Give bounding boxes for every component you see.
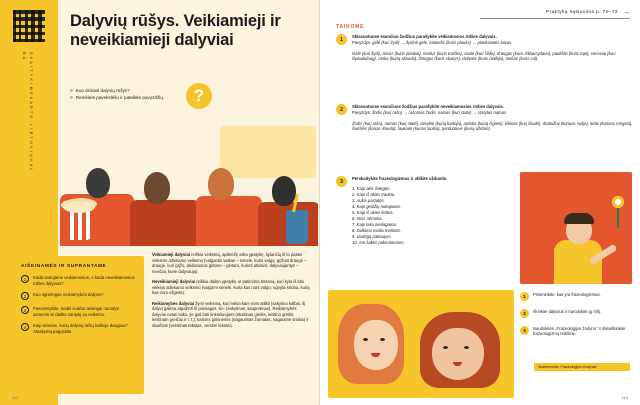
definition-lead: Neveikiamieji dalyviai [152, 279, 196, 284]
audience-head [208, 168, 234, 200]
item-number: 3 [520, 326, 529, 335]
item-number: 1 [21, 275, 29, 283]
lips [371, 353, 380, 357]
item-text: Pasvarstykite, kodėl svarbu teisingai nurodyti asmenis ar daikto santykį su veiksmu. [33, 306, 119, 317]
item-text: Kuo sgretingas neikiamybės dalyvis? [33, 292, 104, 298]
seat [130, 200, 200, 246]
bullet-dot: » [70, 88, 73, 94]
definition-body: reiškia daikto ypatybę ar patimimą būseną, kuri kyla iš kito veikėjo atliekamo veiksmo (valgomi senelė, kuria kas nors valgo; ugnyta sriuba, kurią kas nors užgesa). [152, 279, 310, 295]
eye [464, 346, 469, 349]
item-text: Kada vartojame veikiamosios, o kada neveikiamosios rūšies dalyvius? [33, 275, 135, 286]
workbook-reference [546, 9, 630, 16]
question-2: Remkitės pavekslėliu ir pateikite pavyzdžių. [75, 94, 165, 100]
eye [363, 338, 368, 341]
question-1: Kuo skiriasi dalyvių rūšys? [75, 88, 130, 93]
question-mark-badge: ? [186, 83, 212, 109]
list-item [21, 306, 135, 317]
item-number: 3 [21, 306, 29, 314]
list-item: 5. Kaip iš akies lentos. [352, 209, 394, 215]
list-item: 4. Kaip geidžių nukapotas. [352, 203, 402, 209]
understanding-panel-title: AIŠKINAMĖS IR SUPRANTAME [21, 264, 107, 269]
section-title: TAIKOME [336, 24, 365, 30]
folio-right: 113 [621, 395, 628, 400]
task-2 [336, 104, 636, 132]
flower-stem [617, 206, 619, 228]
list-item: 9. Uodegą pakaupęs. [352, 233, 392, 239]
page-title-block [70, 12, 310, 50]
list-item [21, 275, 135, 286]
definition-body: žymi veiksmą, kurį reikia kam nors atlikti (sakytina kalbai, šį dalyvį galima atpažinti iš priesagos -tin- (sakytinas, sauprotinas). Reikiamybės dalyviai netuti laiko, jie gali būti linksniuojami (skaitinas greitis, leistino greitis; leistinam greičiui ir t. t.); kaitomi giminėmis (nagautinas žurnalas, nagautine sriuba) ir skaičiais (verstinas tekstas, verstini tekstai). [152, 300, 309, 328]
audience-head [144, 172, 170, 204]
qr-caption: S K A I T Y K I M E K A R T U · L I E T U V I Ų K A L B A [22, 52, 33, 171]
item-number: 2 [21, 292, 29, 300]
task-3 [336, 176, 512, 246]
qr-code-icon[interactable] [13, 10, 45, 42]
popcorn-bucket [66, 210, 92, 240]
boy-with-flower-illustration [520, 172, 632, 284]
task-number: 3 [336, 176, 347, 187]
item-number: 1 [520, 292, 529, 301]
item-text: Naudokitės „Frazeologijos žodynu“ ir išsiaiškinkite frazeologizmų reikšmę. [533, 326, 626, 337]
item-number: 4 [21, 323, 29, 331]
list-item [21, 323, 135, 334]
arrow-right-icon: → [623, 9, 630, 16]
item-text: Kaip manote, kurių dalyvių rūšių kalboje daugiau? Atsakymą pagrįskite. [33, 323, 128, 334]
two-women-illustration [328, 290, 514, 398]
page-title: Dalyvių rūšys. Veikiamieji ir neveikiamieji dalyviai [70, 12, 281, 49]
header-rule [480, 18, 630, 19]
right-page [320, 0, 640, 405]
definition-neveikiamieji [152, 279, 310, 296]
definition-reikiamybes [152, 301, 310, 329]
opening-questions [70, 88, 180, 101]
item-number: 2 [520, 309, 529, 318]
item-text: Prisiminkite, kas yra frazeologizmas. [533, 292, 601, 297]
definitions-column [152, 252, 310, 333]
list-item: 7. Kaip laka niedagama. [352, 221, 397, 227]
understanding-panel [12, 256, 144, 394]
drink-cup [286, 210, 308, 244]
task-body: Sklasuotuose esančiuo žodžius parašykite veikiamosios rūšies dalyvais. Pavyzdys: gėlė (kuri žydi) → žydinti gėlė, balandis (kuris plauks) → plauksiantis laivas. Gėlė (kuri žydi), teisas (kuris plaukia), medus (kuris traiška), saulė (kuri šildo), draugas (kuris išklausydavo), paukštis (kuris tupi), senoviai (kuri išplaukdaug), ranka (kuriq skauda), žmogus (kuris skaitys), dvirtatis (kuris riedėjo), mūšas (kuris cal). [352, 34, 616, 62]
list-item [520, 309, 636, 318]
seat [196, 196, 262, 246]
bullet-dot: » [70, 94, 73, 101]
folio-left: 112 [12, 395, 19, 400]
lips [453, 362, 462, 366]
list-item: 3. Aukis pastatęs. [352, 197, 385, 203]
task-body: Sklasuotuose esančiuos žodžius parašykite neveikiamosios rūšies dalyvais. Pavyzdys: žodis (kurį rašo) → rašomas žodis, namas (kurį statė) → statytas namas. Žodis (kurį rašo), namas (kurį statė), taisyklė (kurią kartoja), ardaba (kurią išgieni), kilimas (kurį išvalė), drabužiai (kuriuos sulijo), ledai (kuriuos mėgsta), šiukšlės (kurias išmeta), laukiam (kurios laukia), parduotuvė (kurią uždaro). [352, 104, 633, 132]
task-body [352, 176, 447, 246]
idiom-list [352, 186, 447, 246]
boy-hair [564, 213, 594, 224]
list-item [520, 326, 636, 337]
definition-lead: Veikiamieji dalyviai [152, 252, 190, 257]
definition-body: reiškia veiksmą, apibrėžę arba ypatybę, kylančią iš to paties veiksmo atliekamo veiksmo (valgantis vaikas – senelė, kuris valgo, grįžusi draugė – draugė, kuri grįžo, atidavusios gintaro – gintaro, kurios atidavo; dalyvaujantys – sveičiai, kurie dalyvauja). [152, 252, 307, 274]
list-item: 2. Kaip iš akies traukta. [352, 191, 396, 197]
list-item: 10. Ant šakės pakeriotomes. [352, 239, 405, 245]
eye [443, 346, 448, 349]
task-3-checklist [520, 292, 636, 345]
woman-1-face [354, 320, 398, 370]
flower-icon [612, 196, 624, 208]
list-item [520, 292, 636, 301]
task-1 [336, 34, 636, 62]
list-item [21, 292, 135, 300]
cinema-audience-illustration [60, 118, 318, 246]
task-number: 1 [336, 34, 347, 45]
definition-lead: Reikiamybės dalyviai [152, 300, 195, 306]
eye [380, 338, 385, 341]
list-item: 6. Nors nemoko. [352, 215, 383, 221]
screen-glow [220, 126, 316, 178]
woman-2-face [432, 328, 484, 380]
audience-head [86, 168, 110, 198]
item-text: Išrinkite dalyvius ir nurodykite jų rūšį. [533, 309, 602, 314]
definition-veikiamieji [152, 252, 310, 274]
list-item: 8. Dulkimu mailiu trenktas. [352, 227, 402, 233]
list-item: 1. Kaip akis išdegęs. [352, 185, 391, 191]
audience-head [272, 176, 296, 206]
source-note[interactable]: Skaitmeninis „Frazeologijos žodynas“ [534, 363, 630, 371]
task-number: 2 [336, 104, 347, 115]
task-3-intro: Perskaitykite frazeologizmus ir atlikite užduotis. [352, 176, 448, 181]
workbook-reference-text: Praktykų sąsiuvinis p. 70–72 [546, 10, 618, 15]
understanding-list [21, 275, 135, 335]
